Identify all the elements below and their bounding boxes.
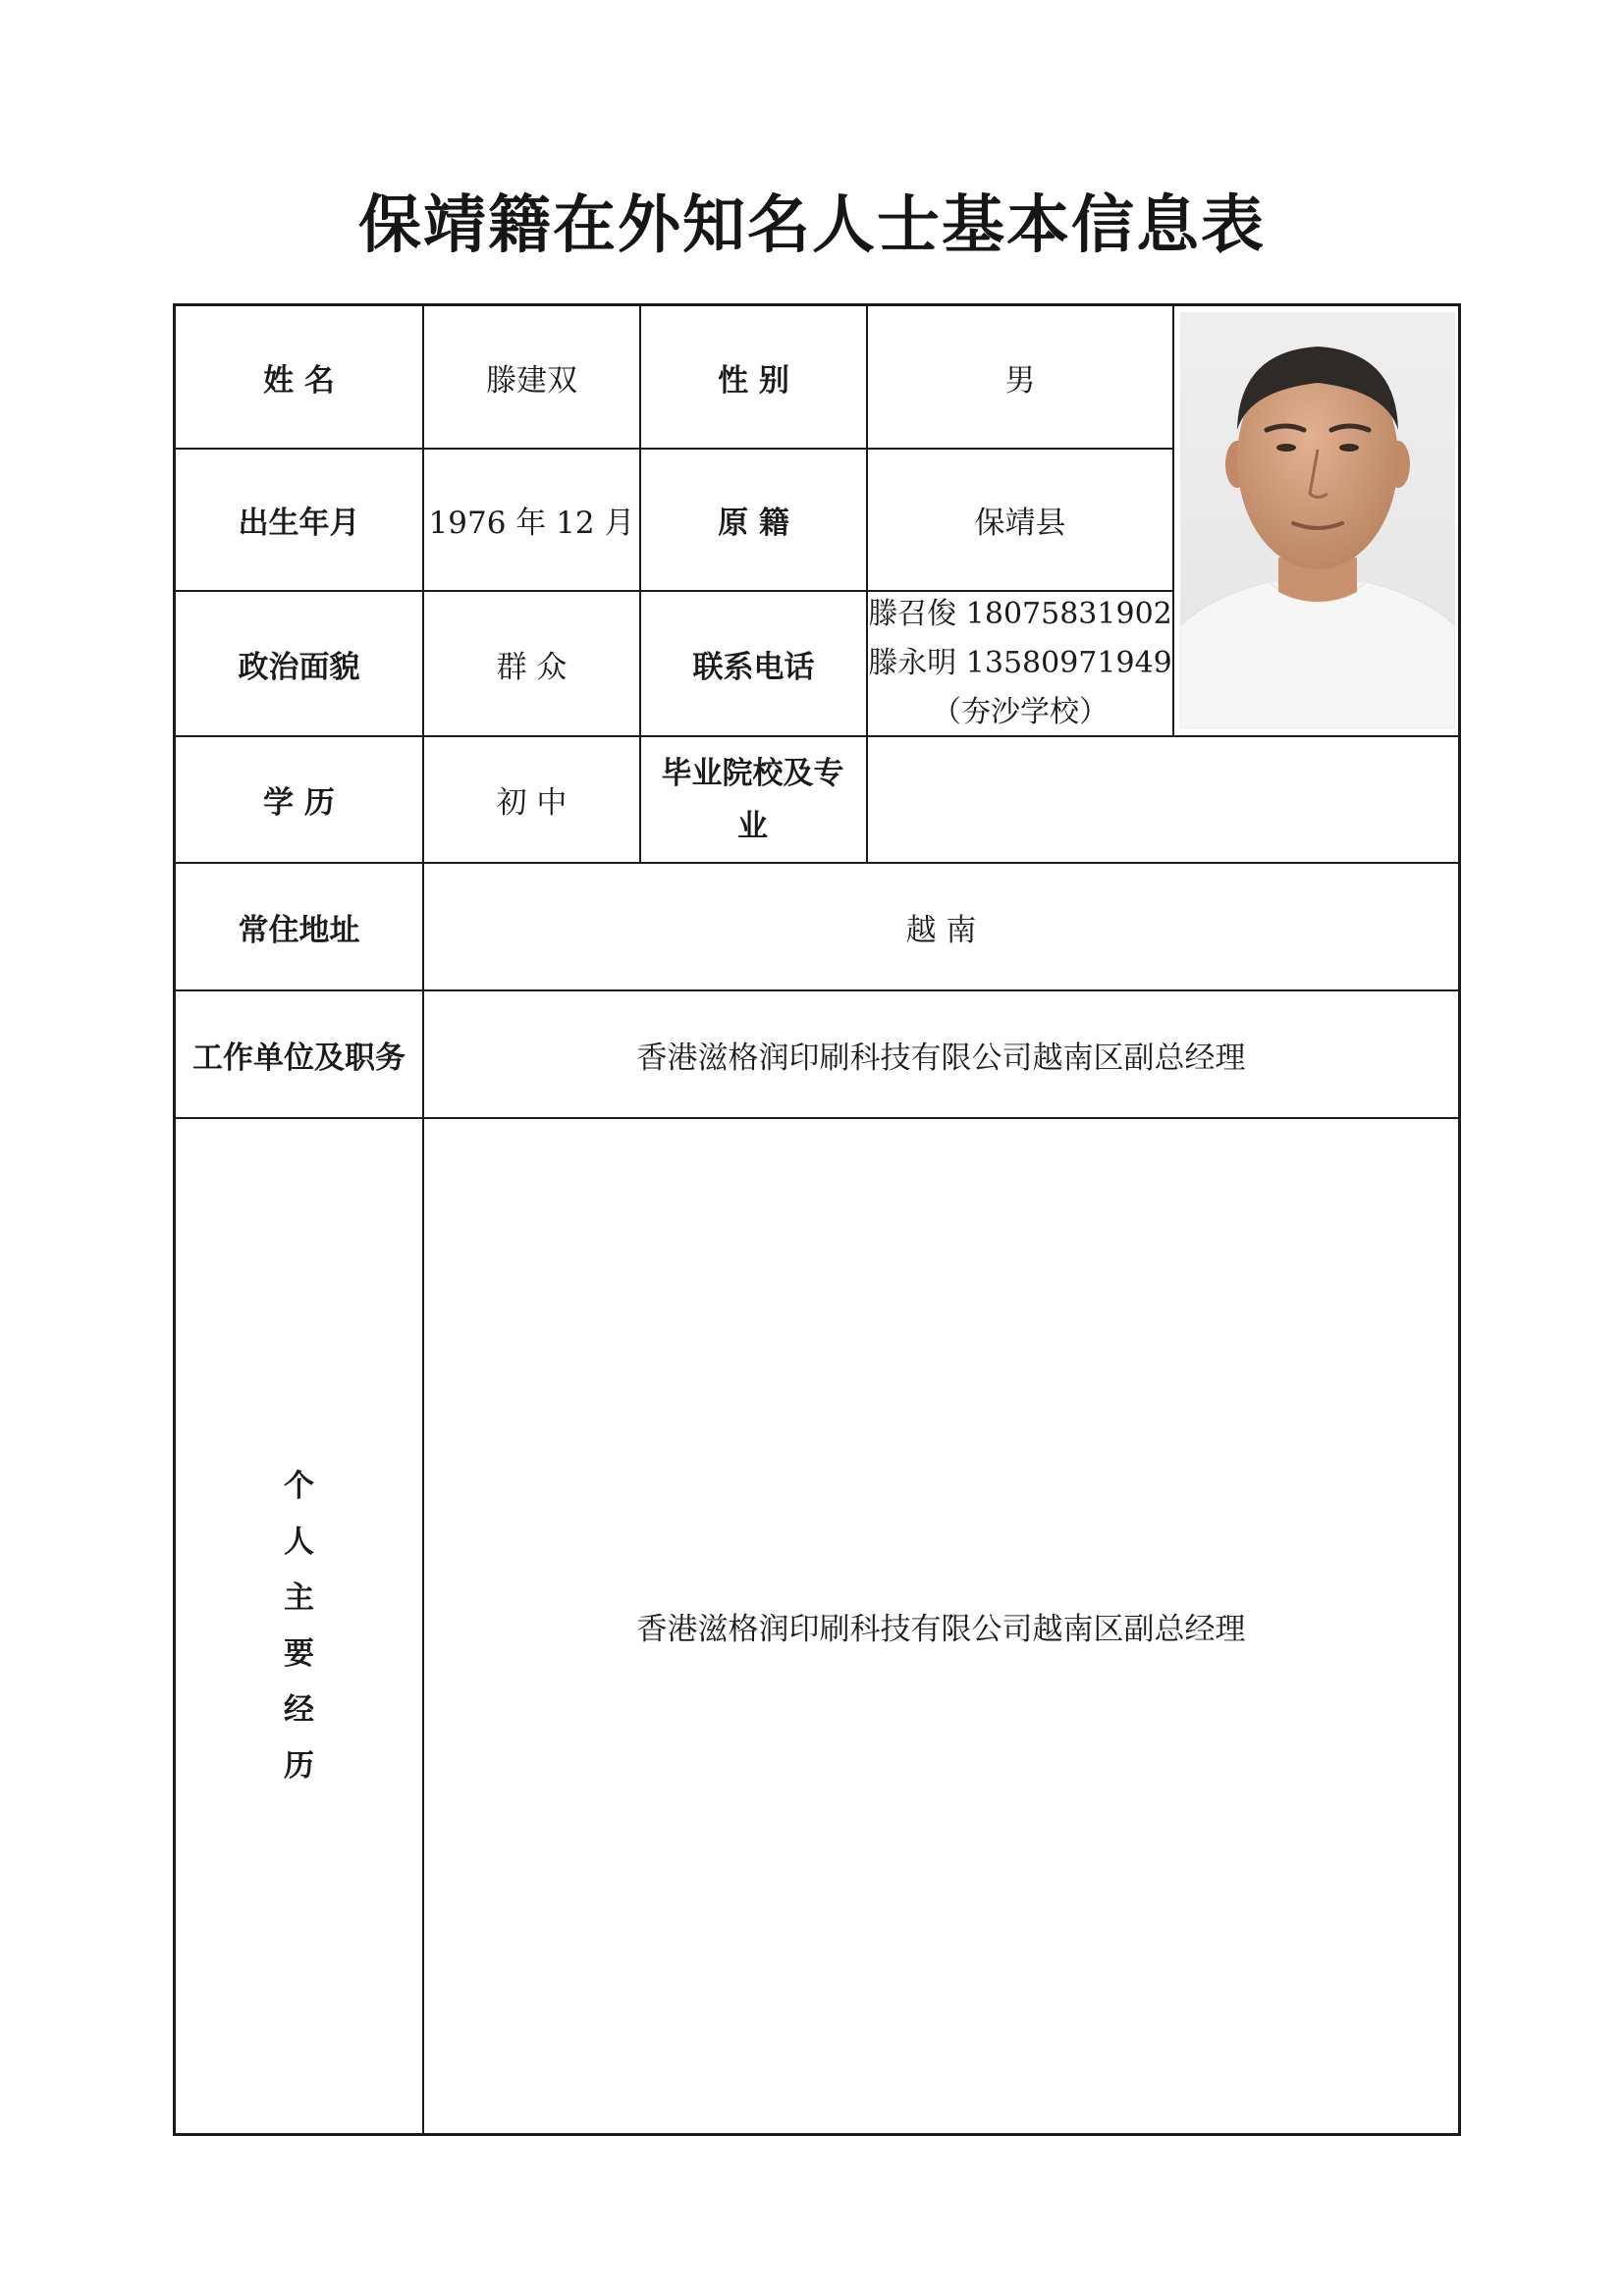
experience-label-char: 人 bbox=[284, 1523, 314, 1560]
contact-line: 滕永明 13580971949 bbox=[868, 646, 1172, 680]
origin-value: 保靖县 bbox=[974, 506, 1066, 541]
experience-label-char: 历 bbox=[284, 1747, 314, 1784]
contact-line: 滕召俊 18075831902 bbox=[868, 597, 1172, 631]
name-value: 滕建双 bbox=[486, 362, 577, 399]
page-title: 保靖籍在外知名人士基本信息表 bbox=[358, 188, 1266, 262]
education-label: 学 历 bbox=[263, 785, 335, 821]
school-label: 毕业院校及专业 bbox=[661, 755, 844, 844]
school-value bbox=[868, 737, 1458, 862]
address-label: 常住地址 bbox=[238, 912, 360, 948]
experience-label-char: 经 bbox=[284, 1691, 314, 1728]
portrait-image bbox=[1180, 312, 1455, 728]
portrait-photo bbox=[1180, 312, 1455, 728]
birth-value: 1976 年 12 月 bbox=[428, 506, 635, 541]
origin-label: 原 籍 bbox=[718, 506, 789, 541]
address-value: 越 南 bbox=[905, 912, 977, 948]
birth-label: 出生年月 bbox=[238, 506, 360, 541]
col-divider bbox=[1172, 306, 1174, 735]
work-label: 工作单位及职务 bbox=[192, 1040, 406, 1076]
experience-label-char: 要 bbox=[284, 1635, 314, 1672]
name-label: 姓 名 bbox=[263, 362, 335, 399]
contact-line: （夯沙学校） bbox=[932, 695, 1109, 729]
experience-value: 香港滋格润印刷科技有限公司越南区副总经理 bbox=[636, 1612, 1246, 1647]
contact-value bbox=[868, 592, 1172, 735]
gender-label: 性 别 bbox=[718, 362, 789, 399]
info-form bbox=[173, 303, 1461, 2136]
education-value: 初 中 bbox=[496, 785, 568, 821]
work-value: 香港滋格润印刷科技有限公司越南区副总经理 bbox=[636, 1040, 1246, 1076]
politics-label: 政治面貌 bbox=[238, 649, 360, 685]
experience-label-char: 主 bbox=[284, 1579, 314, 1616]
politics-value: 群 众 bbox=[496, 649, 568, 685]
experience-label bbox=[176, 1119, 422, 2133]
gender-value: 男 bbox=[1004, 362, 1036, 399]
contact-label: 联系电话 bbox=[692, 649, 815, 685]
experience-label-char: 个 bbox=[284, 1468, 314, 1504]
